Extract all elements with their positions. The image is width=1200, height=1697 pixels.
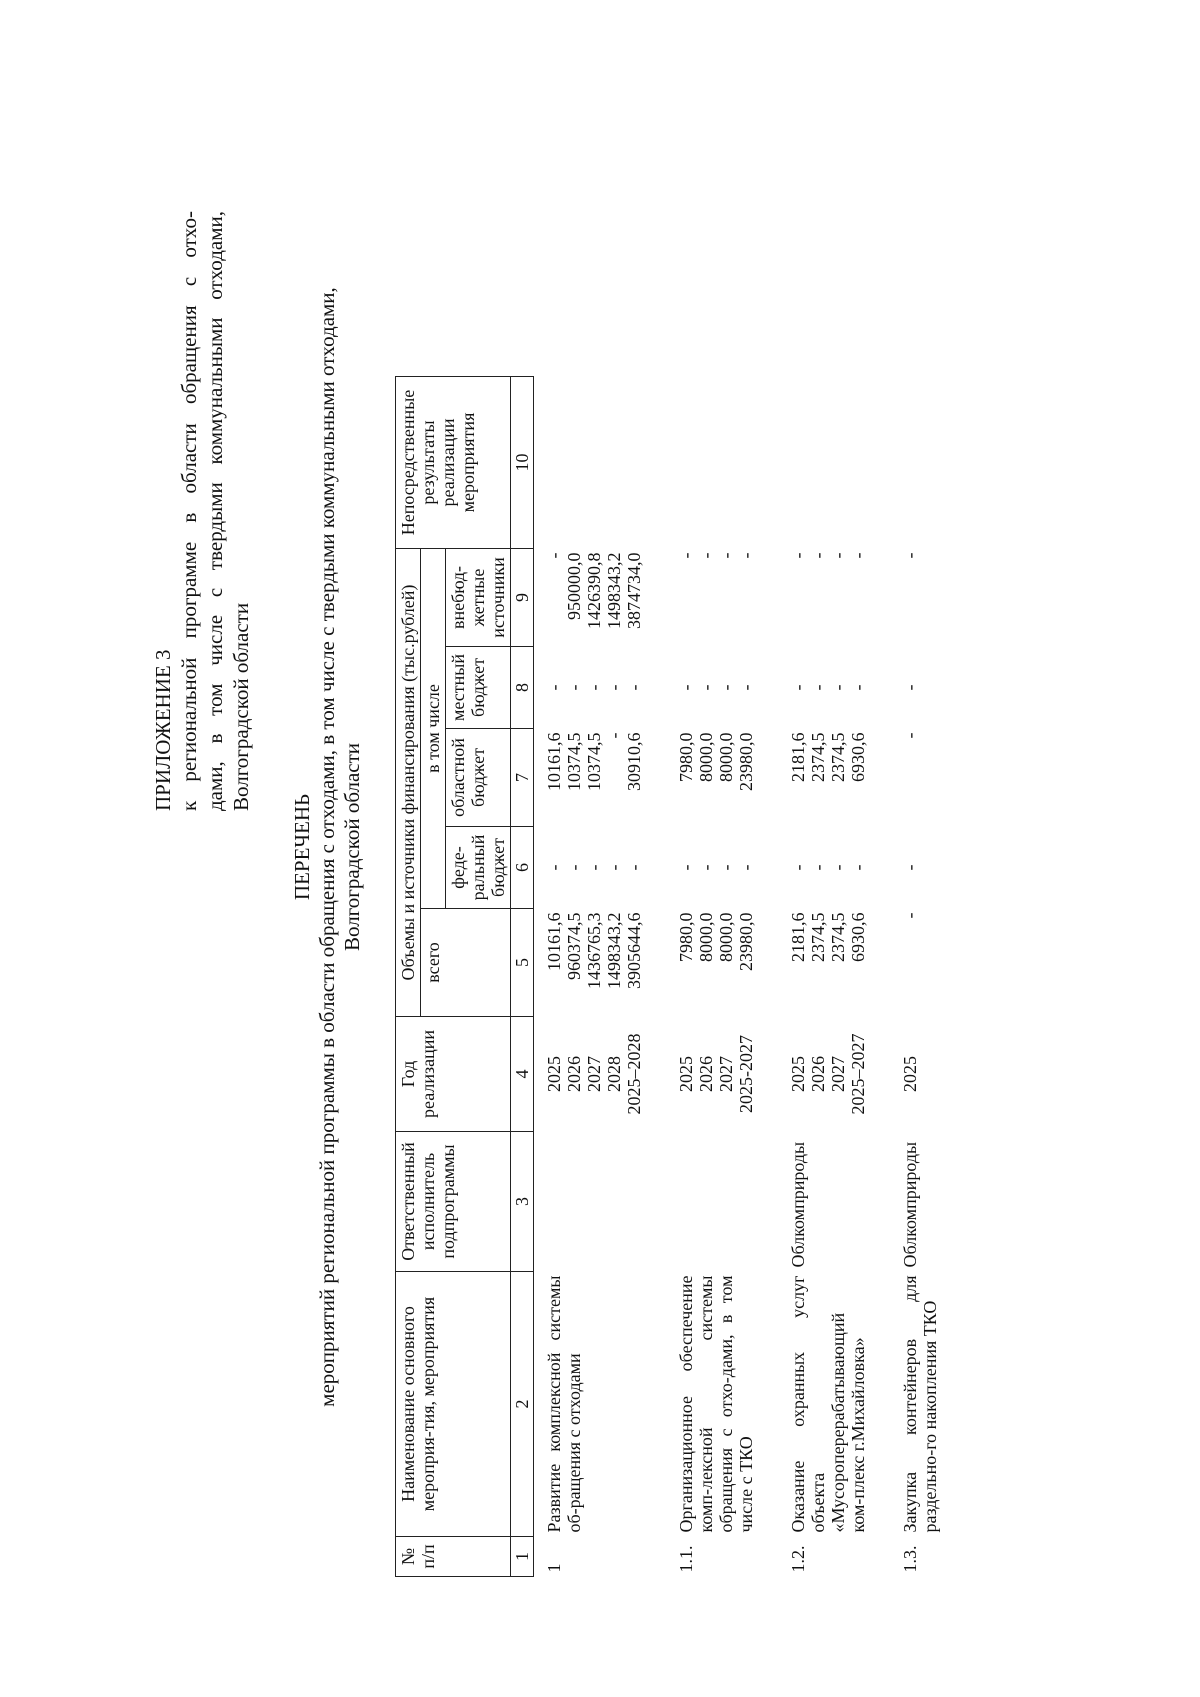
federal-value: - [716, 864, 736, 871]
local-value: - [544, 684, 564, 691]
local-value: - [696, 684, 716, 691]
year-cell [778, 1017, 890, 1132]
year-value: 2025–2028 [624, 1033, 644, 1115]
total-value: 2181,6 [788, 912, 808, 962]
col-number: 3 [511, 1132, 534, 1272]
regional-value: 30910,6 [624, 732, 644, 791]
extrabudget-cell [890, 549, 962, 647]
local-value: - [584, 684, 604, 691]
local-value: - [736, 684, 756, 691]
appendix-block [150, 211, 254, 811]
table-row [778, 377, 890, 1577]
header-regional: областной бюджет [446, 729, 511, 827]
extrabudget-value: - [736, 552, 756, 559]
extrabudget-value: - [676, 552, 696, 559]
row-results [666, 377, 778, 549]
year-cell [890, 1017, 962, 1132]
row-number: 1.3. [900, 1545, 920, 1573]
regional-value: 10374,5 [564, 732, 584, 791]
table-row [534, 377, 667, 1577]
col-number: 2 [511, 1272, 534, 1537]
header-including: в том числе [421, 549, 446, 909]
local-value: - [676, 684, 696, 691]
extrabudget-value: - [788, 552, 808, 559]
year-value: 2025 [676, 1056, 696, 1092]
row-executor [534, 1132, 667, 1272]
header-executor: Ответственный исполнитель подпрограммы [396, 1132, 511, 1272]
extrabudget-value: - [544, 552, 564, 559]
total-value: 2374,5 [828, 912, 848, 962]
year-value: 2027 [584, 1056, 604, 1092]
regional-value: 8000,0 [696, 732, 716, 782]
local-value: - [624, 684, 644, 691]
year-value: 2027 [716, 1056, 736, 1092]
appendix-line-2: дами, в том числе с твердыми коммунальными отходами, [203, 211, 227, 811]
col-number: 8 [511, 647, 534, 729]
federal-value: - [808, 864, 828, 871]
col-number: 7 [511, 729, 534, 827]
federal-value: - [564, 864, 584, 871]
total-value: 1498343,2 [604, 912, 624, 989]
row-name: Оказание охранных услуг объекта «Мусороперерабатывающий ком-плекс г.Михайловка» [788, 1275, 868, 1533]
extrabudget-cell [666, 549, 778, 647]
local-cell [666, 647, 778, 729]
extrabudget-value: 1426390,8 [584, 552, 604, 629]
year-value: 2025-2027 [736, 1035, 756, 1113]
appendix-line-1: к региональной программе в области обращения с отхо- [177, 211, 201, 811]
federal-cell [778, 827, 890, 909]
extrabudget-value: 3874734,0 [624, 552, 644, 629]
regional-value: 10161,6 [544, 732, 564, 791]
measures-table [395, 376, 962, 1577]
total-value: 960374,5 [564, 912, 584, 980]
total-value: 1436765,3 [584, 912, 604, 989]
federal-value: - [624, 864, 644, 871]
total-value: 23980,0 [736, 912, 756, 971]
regional-cell [534, 729, 667, 827]
col-number: 6 [511, 827, 534, 909]
local-value: - [848, 684, 868, 691]
heading-title: ПЕРЕЧЕНЬ [290, 793, 314, 901]
header-extrabudget: внебюд-жетные источники [446, 549, 511, 647]
federal-value: - [828, 864, 848, 871]
header-year: Год реализации [396, 1017, 511, 1132]
regional-cell [778, 729, 890, 827]
extrabudget-value: - [900, 552, 920, 559]
total-value: - [900, 912, 920, 919]
total-value: 10161,6 [544, 912, 564, 971]
appendix-line-3: Волгоградской области [229, 602, 253, 811]
local-value: - [808, 684, 828, 691]
col-number: 4 [511, 1017, 534, 1132]
federal-value: - [676, 864, 696, 871]
total-value: 6930,6 [848, 912, 868, 962]
row-results [534, 377, 667, 549]
extrabudget-value: - [808, 552, 828, 559]
total-value: 3905644,6 [624, 912, 644, 989]
regional-value: 6930,6 [848, 732, 868, 782]
regional-value: 7980,0 [676, 732, 696, 782]
federal-cell [890, 827, 962, 909]
federal-value: - [604, 864, 624, 871]
col-number: 9 [511, 549, 534, 647]
regional-value: - [900, 732, 920, 739]
year-value: 2026 [696, 1056, 716, 1092]
regional-value: 2374,5 [808, 732, 828, 782]
row-results [890, 377, 962, 549]
col-number: 1 [511, 1537, 534, 1577]
regional-cell [890, 729, 962, 827]
row-executor: Облкомприроды [900, 1141, 920, 1268]
table-row [890, 377, 962, 1577]
local-value: - [900, 684, 920, 691]
row-results [778, 377, 890, 549]
table-row [666, 377, 778, 1577]
total-cell [666, 909, 778, 1017]
total-cell [778, 909, 890, 1017]
extrabudget-cell [778, 549, 890, 647]
header-results: Непосредственные результаты реализации мероприятия [396, 377, 511, 549]
table-body [534, 377, 963, 1577]
col-number: 10 [511, 377, 534, 549]
local-cell [890, 647, 962, 729]
federal-value: - [584, 864, 604, 871]
local-value: - [788, 684, 808, 691]
row-executor: Облкомприроды [788, 1141, 808, 1268]
heading-line-1: мероприятий региональной программы в области обращения с отходами, в том числе с твердыми коммунальными отходами, [315, 287, 339, 1407]
header-local: местный бюджет [446, 647, 511, 729]
federal-cell [666, 827, 778, 909]
year-cell [534, 1017, 667, 1132]
local-cell [778, 647, 890, 729]
year-cell [666, 1017, 778, 1132]
regional-value: 8000,0 [716, 732, 736, 782]
regional-cell [666, 729, 778, 827]
extrabudget-value: - [716, 552, 736, 559]
regional-value: 10374,5 [584, 732, 604, 791]
extrabudget-value: - [848, 552, 868, 559]
year-value: 2026 [564, 1056, 584, 1092]
header-no: № п/п [396, 1537, 511, 1577]
year-value: 2025 [900, 1056, 920, 1092]
row-name: Развитие комплексной системы об-ращения с отходами [544, 1275, 584, 1533]
regional-value: 23980,0 [736, 732, 756, 791]
year-value: 2028 [604, 1056, 624, 1092]
federal-value: - [900, 864, 920, 871]
local-value: - [604, 684, 624, 691]
regional-value: 2374,5 [828, 732, 848, 782]
header-federal: феде-ральный бюджет [446, 827, 511, 909]
federal-value: - [736, 864, 756, 871]
row-number: 1.2. [788, 1545, 808, 1573]
federal-value: - [848, 864, 868, 871]
total-value: 8000,0 [696, 912, 716, 962]
local-value: - [716, 684, 736, 691]
row-name: Организационное обеспечение комп-лексной системы обращения с отхо-дами, в том числе с ТКО [676, 1275, 756, 1533]
row-executor [666, 1132, 778, 1272]
year-value: 2027 [828, 1056, 848, 1092]
federal-value: - [544, 864, 564, 871]
federal-value: - [788, 864, 808, 871]
local-cell [534, 647, 667, 729]
local-value: - [828, 684, 848, 691]
header-name: Наименование основного мероприя-тия, мероприятия [396, 1272, 511, 1537]
heading-line-2: Волгоградской области [340, 742, 364, 952]
total-value: 2374,5 [808, 912, 828, 962]
appendix-title: ПРИЛОЖЕНИЕ 3 [151, 649, 175, 811]
header-total: всего [421, 909, 511, 1017]
total-value: 8000,0 [716, 912, 736, 962]
year-value: 2025 [544, 1056, 564, 1092]
total-value: 7980,0 [676, 912, 696, 962]
regional-value: - [604, 732, 624, 739]
extrabudget-value: 950000,0 [564, 552, 584, 620]
extrabudget-value: - [828, 552, 848, 559]
col-number: 5 [511, 909, 534, 1017]
year-value: 2026 [808, 1056, 828, 1092]
regional-value: 2181,6 [788, 732, 808, 782]
header-funding: Объемы и источники финансирования (тыс.рублей) [396, 549, 421, 1017]
total-cell [890, 909, 962, 1017]
year-value: 2025–2027 [848, 1033, 868, 1115]
document-heading [290, 117, 365, 1577]
federal-value: - [696, 864, 716, 871]
total-cell [534, 909, 667, 1017]
extrabudget-value: 1498343,2 [604, 552, 624, 629]
row-number: 1 [544, 1563, 564, 1573]
year-value: 2025 [788, 1056, 808, 1092]
local-value: - [564, 684, 584, 691]
extrabudget-value: - [696, 552, 716, 559]
extrabudget-cell [534, 549, 667, 647]
row-name: Закупка контейнеров для раздельно-го накопления ТКО [900, 1275, 940, 1533]
federal-cell [534, 827, 667, 909]
row-number: 1.1. [676, 1545, 696, 1573]
